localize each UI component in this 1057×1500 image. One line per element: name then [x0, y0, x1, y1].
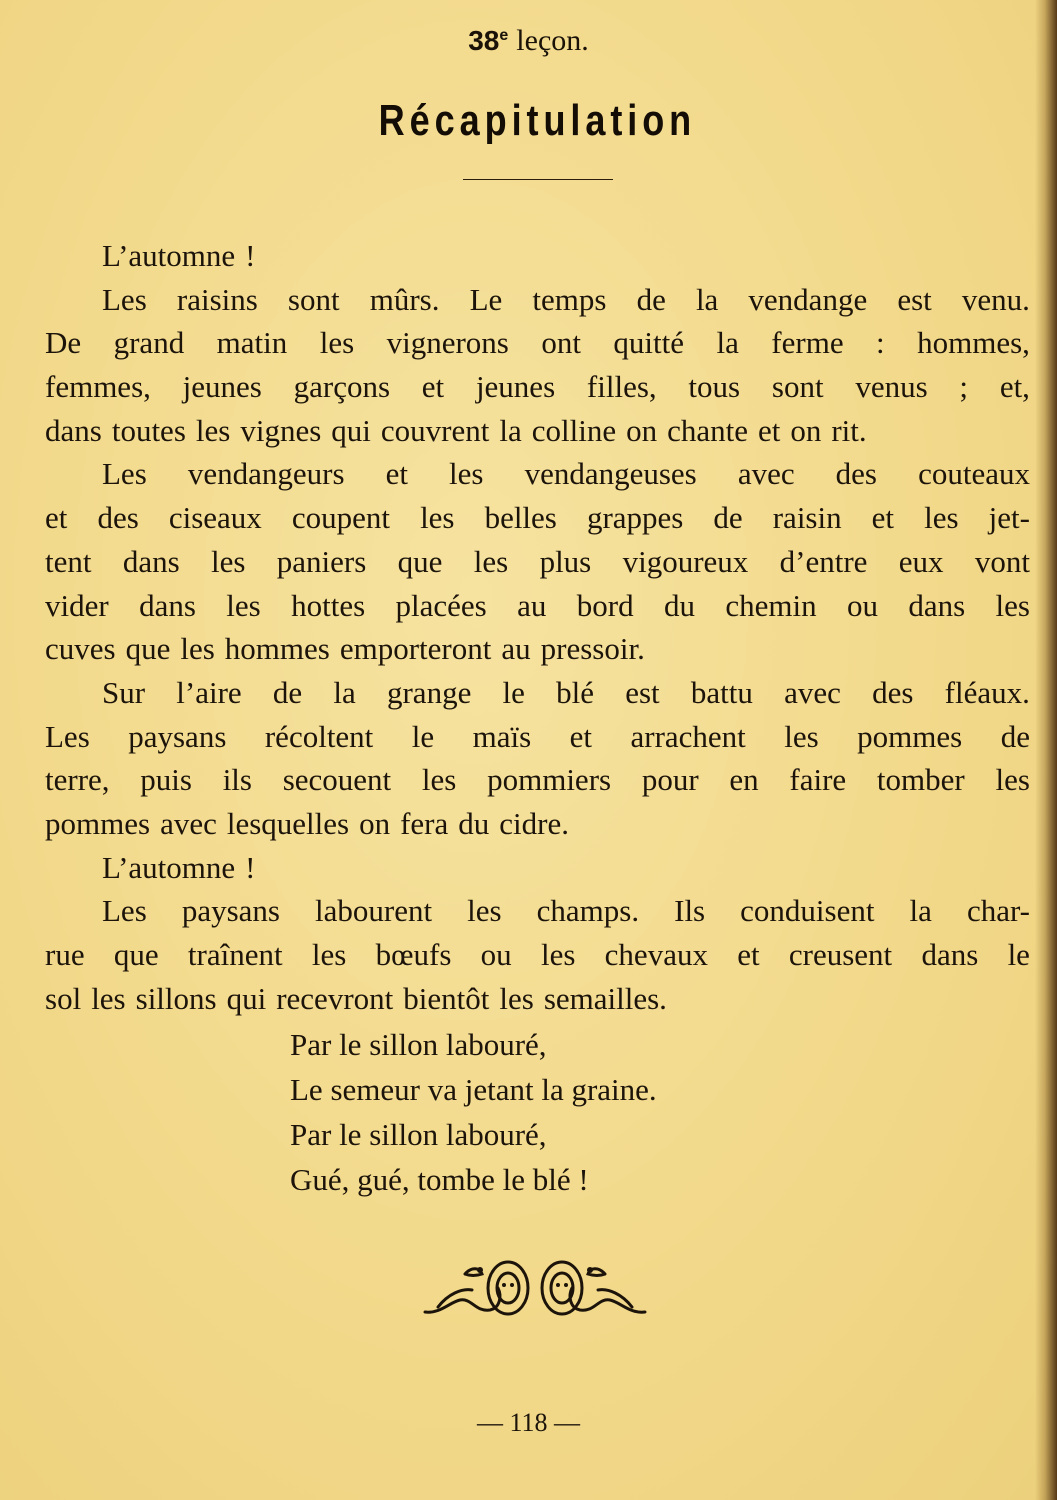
word: les — [784, 718, 819, 754]
word: hommes — [224, 631, 330, 667]
word: vendange — [748, 281, 868, 317]
text-line — [45, 409, 1030, 453]
word: jeunes — [182, 369, 262, 405]
word: les — [195, 412, 231, 448]
word: de — [272, 674, 303, 710]
word: coupent — [291, 500, 390, 536]
word: mûrs. — [369, 281, 440, 317]
word: les — [180, 631, 215, 667]
word: sillons — [135, 980, 217, 1016]
word: Les — [45, 718, 90, 754]
word: jet- — [988, 500, 1030, 536]
word: faire — [789, 762, 847, 798]
word: Ils — [674, 893, 706, 929]
word: ou — [480, 937, 512, 972]
word: temps — [532, 281, 607, 317]
word: les — [995, 762, 1030, 798]
word: cidre. — [499, 805, 569, 841]
word: des — [97, 500, 139, 536]
word: la — [716, 325, 739, 361]
word: les — [421, 762, 457, 798]
word: cuves — [45, 631, 116, 667]
text-line — [45, 627, 1030, 671]
word: ciseaux — [168, 500, 262, 536]
word: du — [663, 587, 695, 623]
word: dans — [921, 937, 979, 972]
word: et — [569, 718, 593, 754]
word: les — [211, 543, 246, 579]
word: les — [311, 937, 347, 972]
word: et — [871, 500, 895, 536]
word: fera — [400, 805, 449, 841]
word: dans — [45, 412, 102, 448]
word: et — [421, 369, 445, 405]
word: les — [449, 456, 484, 492]
word: grange — [386, 674, 472, 710]
word: les — [467, 893, 502, 929]
word: grand — [113, 325, 185, 361]
word: paysans — [128, 718, 227, 754]
word: chevaux — [604, 937, 708, 972]
word: Les — [102, 893, 147, 929]
verse-line: Le semeur va jetant la graine. — [290, 1072, 657, 1107]
word: dans — [139, 587, 196, 623]
word: les — [924, 500, 959, 536]
word: bientôt — [403, 980, 490, 1016]
text-line — [45, 671, 1030, 715]
word: les — [540, 937, 576, 972]
word: ! — [245, 238, 256, 273]
text-line — [45, 758, 1030, 802]
verse-line: Par le sillon labouré, — [290, 1027, 547, 1062]
word: et — [737, 937, 760, 972]
word: qui — [331, 412, 371, 448]
word: L’automne — [102, 238, 236, 273]
word: et, — [999, 369, 1030, 405]
word: couteaux — [918, 456, 1030, 492]
word: on — [626, 412, 658, 448]
lesson-word: leçon. — [516, 24, 589, 57]
word: recevront — [276, 980, 394, 1016]
word: ou — [846, 587, 878, 623]
verse — [290, 1022, 657, 1202]
word: jeunes — [475, 369, 556, 405]
word: avec — [737, 456, 795, 492]
word: emporteront — [339, 631, 492, 667]
word: grappes — [586, 500, 684, 536]
word: L’automne — [102, 849, 236, 885]
word: la — [695, 281, 719, 317]
text-line — [45, 977, 1030, 1021]
word: du — [458, 805, 490, 841]
word: de — [636, 281, 666, 317]
text-line — [45, 889, 1030, 933]
word: champs. — [536, 893, 640, 929]
word: les — [473, 543, 509, 579]
text-line — [45, 584, 1030, 628]
word: dans — [122, 543, 180, 579]
word: et — [45, 500, 68, 536]
word: semailles. — [543, 980, 667, 1016]
word: Le — [469, 281, 503, 317]
word: venu. — [961, 281, 1030, 317]
title-divider — [463, 179, 613, 180]
text-line — [45, 496, 1030, 540]
page-edge-shadow — [1035, 0, 1057, 1500]
word: avec — [784, 674, 841, 710]
word: plus — [539, 543, 592, 579]
word: toutes — [111, 412, 186, 448]
word: blé — [556, 674, 595, 710]
word: ils — [222, 762, 252, 798]
word: pressoir. — [540, 631, 645, 667]
word: les — [420, 500, 455, 536]
word: bord — [576, 587, 634, 623]
word: au — [517, 587, 547, 623]
word: on — [359, 805, 391, 841]
word: pommiers — [487, 762, 612, 798]
word: ont — [541, 325, 581, 361]
word: les — [499, 980, 534, 1016]
word: chemin — [725, 587, 817, 623]
word: qui — [226, 980, 267, 1016]
word: hommes, — [917, 325, 1030, 361]
word: est — [625, 674, 660, 710]
word: vendangeuses — [524, 456, 697, 492]
word: conduisent — [740, 893, 875, 929]
word: de — [1000, 718, 1030, 754]
text-line — [45, 365, 1030, 409]
verse-line: Gué, gué, tombe le blé ! — [290, 1162, 589, 1197]
word: sont — [287, 281, 340, 317]
word: paysans — [181, 893, 280, 929]
word: la — [909, 893, 932, 929]
word: récoltent — [264, 718, 374, 754]
word: de — [713, 500, 743, 536]
word: tent — [45, 543, 92, 579]
word: De — [45, 325, 82, 361]
word: couvrent — [380, 412, 490, 448]
word: au — [501, 631, 531, 667]
word: et — [385, 456, 408, 492]
word: raisin — [772, 500, 842, 536]
word: avec — [160, 805, 217, 841]
word: des — [872, 674, 914, 710]
word: labourent — [315, 893, 433, 929]
word: dans — [908, 587, 966, 623]
word: hottes — [291, 587, 366, 623]
word: rit. — [831, 412, 867, 448]
word: vigoureux — [622, 543, 749, 579]
lesson-number: 38 — [468, 25, 500, 56]
word: Sur — [102, 674, 146, 710]
text-line — [45, 802, 1030, 846]
word: eux — [898, 543, 944, 579]
word: des — [835, 456, 877, 492]
word: Les — [102, 456, 147, 492]
word: que — [397, 543, 443, 579]
word: le — [502, 674, 525, 710]
text-line — [45, 278, 1030, 322]
word: sont — [771, 369, 824, 405]
text-line — [45, 321, 1030, 365]
word: la — [499, 412, 522, 448]
word: : — [876, 325, 885, 361]
word: terre, — [45, 762, 110, 798]
word: et — [757, 412, 781, 448]
word: ; — [959, 369, 969, 405]
word: maïs — [472, 718, 532, 754]
word: que — [113, 937, 159, 972]
word: le — [411, 718, 435, 754]
word: raisins — [176, 281, 258, 317]
word: ferme — [771, 325, 844, 361]
word: puis — [140, 762, 192, 798]
word: est — [897, 281, 932, 317]
word: vider — [45, 587, 109, 623]
word: garçons — [293, 369, 391, 405]
word: chante — [667, 412, 748, 448]
word: les — [319, 325, 355, 361]
word: fléaux. — [944, 674, 1030, 710]
word: lesquelles — [226, 805, 350, 841]
verse-line: Par le sillon labouré, — [290, 1117, 547, 1152]
word: femmes, — [45, 369, 151, 405]
word: les — [995, 587, 1030, 623]
lesson-heading — [0, 24, 1057, 58]
text-line — [45, 933, 1030, 977]
word: vignerons — [386, 325, 509, 361]
word: pommes — [857, 718, 963, 754]
word: pour — [641, 762, 699, 798]
word: char- — [966, 893, 1030, 929]
word: creusent — [788, 937, 893, 972]
word: vendangeurs — [187, 456, 345, 492]
word: battu — [690, 674, 753, 710]
text-line — [45, 540, 1030, 584]
word: arrachent — [630, 718, 746, 754]
word: l’aire — [176, 674, 242, 710]
word: la — [333, 674, 356, 710]
word: rue — [45, 937, 85, 972]
page-number: — 118 — — [476, 1408, 581, 1437]
lesson-number-suffix: e — [499, 27, 509, 44]
word: colline — [531, 412, 617, 448]
word: placées — [395, 587, 487, 623]
word: en — [729, 762, 759, 798]
body-text — [45, 234, 1030, 1020]
word: le — [1007, 937, 1030, 972]
word: filles, — [586, 369, 657, 405]
angel-heads-vignette-icon — [420, 1252, 650, 1332]
word: paniers — [276, 543, 367, 579]
word: bœufs — [375, 937, 452, 972]
word: traînent — [187, 937, 283, 972]
text-line — [45, 715, 1030, 759]
word: belles — [484, 500, 557, 536]
word: vont — [974, 543, 1030, 579]
word: sol — [45, 980, 82, 1016]
word: pommes — [45, 805, 151, 841]
text-line — [45, 452, 1030, 496]
text-line — [45, 234, 1030, 278]
word: Les — [102, 281, 147, 317]
word: tous — [688, 369, 741, 405]
word: que — [125, 631, 171, 667]
word: ! — [245, 849, 256, 885]
word: d’entre — [779, 543, 868, 579]
word: on — [790, 412, 822, 448]
page-title: Récapitulation — [378, 96, 697, 145]
word: les — [91, 980, 126, 1016]
word: les — [226, 587, 261, 623]
word: secouent — [282, 762, 392, 798]
word: venus — [855, 369, 928, 405]
word: tomber — [876, 762, 965, 798]
word: matin — [216, 325, 288, 361]
text-line — [45, 846, 1030, 890]
word: quitté — [613, 325, 685, 361]
word: vignes — [240, 412, 322, 448]
